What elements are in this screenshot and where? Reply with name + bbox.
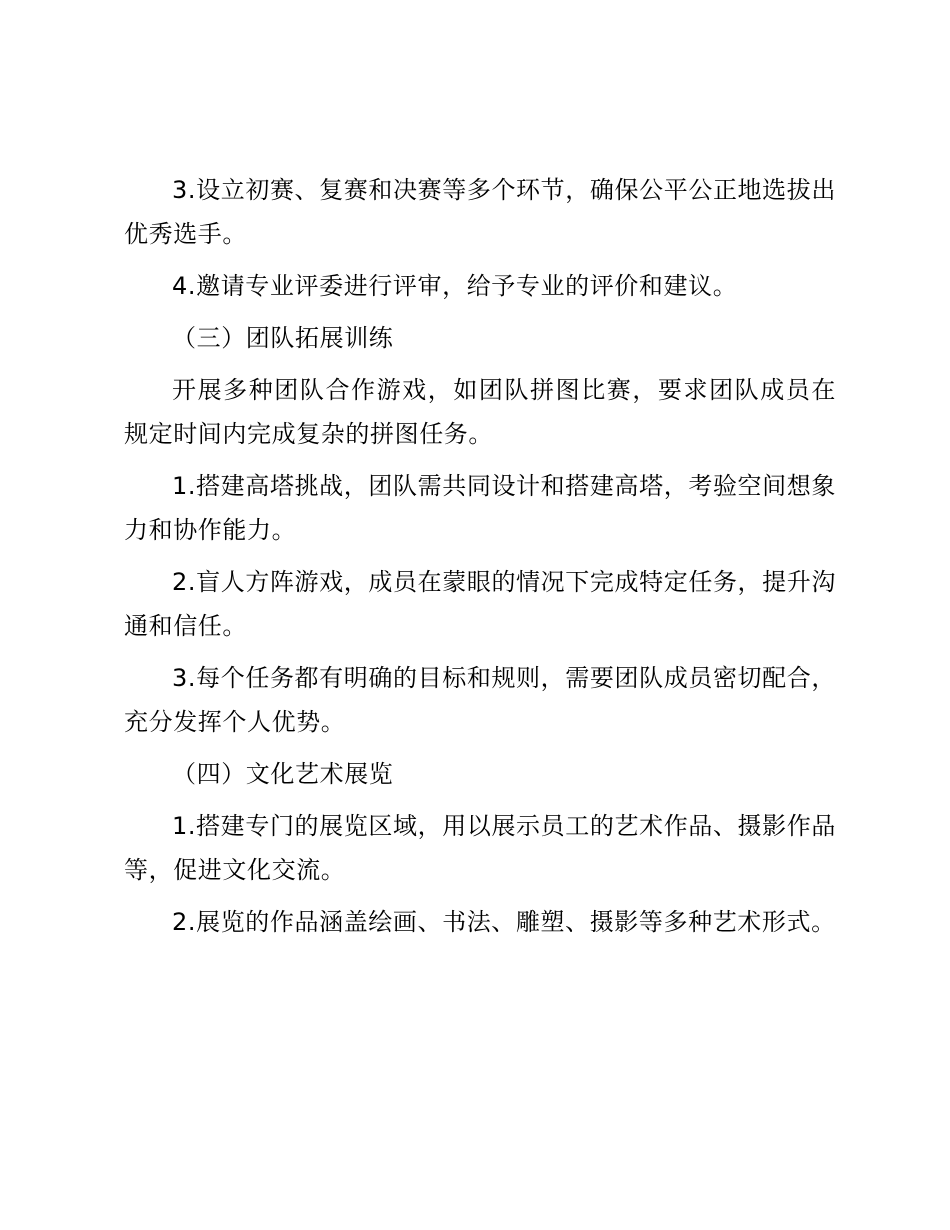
- paragraph-tower-challenge: 1.搭建高塔挑战，团队需共同设计和搭建高塔，考验空间想象力和协作能力。: [124, 472, 836, 544]
- paragraph-exhibition-works: 2.展览的作品涵盖绘画、书法、雕塑、摄影等多种艺术形式。: [172, 908, 836, 936]
- section-heading-team-training: （三）团队拓展训练: [172, 324, 394, 352]
- paragraph-contest-stages: 3.设立初赛、复赛和决赛等多个环节，确保公平公正地选拔出优秀选手。: [124, 176, 836, 248]
- paragraph-task-rules: 3.每个任务都有明确的目标和规则，需要团队成员密切配合，充分发挥个人优势。: [124, 664, 836, 736]
- paragraph-exhibition-area: 1.搭建专门的展览区域，用以展示员工的艺术作品、摄影作品等，促进文化交流。: [124, 812, 836, 884]
- section-heading-art-exhibition: （四）文化艺术展览: [172, 760, 394, 788]
- paragraph-team-games: 开展多种团队合作游戏，如团队拼图比赛，要求团队成员在规定时间内完成复杂的拼图任务。: [124, 376, 836, 448]
- paragraph-judges: 4.邀请专业评委进行评审，给予专业的评价和建议。: [172, 272, 738, 300]
- paragraph-blind-square: 2.盲人方阵游戏，成员在蒙眼的情况下完成特定任务，提升沟通和信任。: [124, 568, 836, 640]
- document-body: [124, 168, 836, 952]
